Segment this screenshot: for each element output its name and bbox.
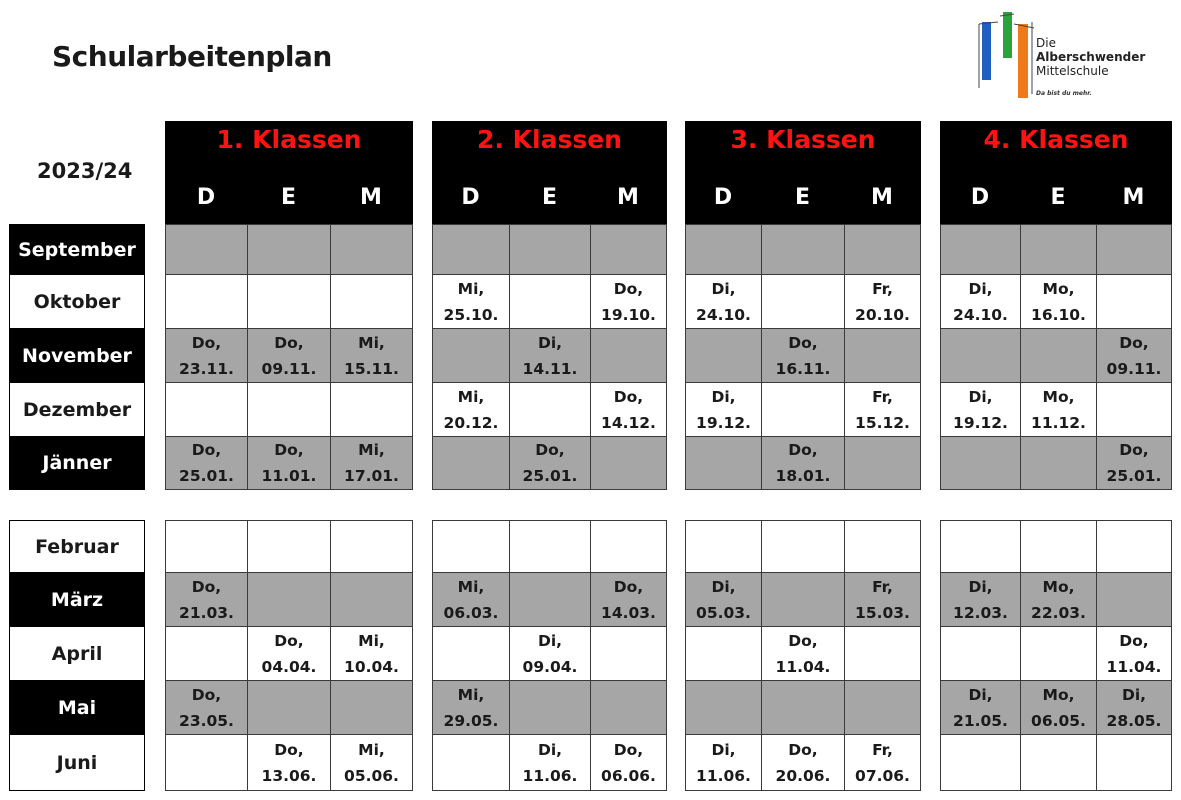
month-label: April <box>9 626 145 681</box>
exam-date-cell <box>590 572 667 627</box>
subject-label: M <box>1122 185 1145 210</box>
exam-date: 11.12. <box>1031 413 1086 432</box>
exam-weekday: Mi, <box>358 631 385 650</box>
exam-weekday: Do, <box>274 631 304 650</box>
subject-label: D <box>196 185 216 210</box>
exam-date-cell <box>165 224 248 275</box>
exam-weekday: Mo, <box>1042 279 1075 298</box>
exam-weekday: Do, <box>1119 441 1149 459</box>
exam-date: 23.05. <box>179 711 234 730</box>
exam-date-cell <box>590 382 667 437</box>
exam-date: 11.04. <box>775 657 831 676</box>
exam-date-cell <box>844 626 921 681</box>
exam-weekday: Mo, <box>1042 685 1075 704</box>
exam-date: 15.12. <box>855 413 910 432</box>
exam-date-cell <box>761 572 845 627</box>
exam-date: 05.03. <box>696 603 751 622</box>
exam-date-cell <box>761 680 845 735</box>
exam-date-cell <box>247 274 331 329</box>
class-header <box>940 121 1172 224</box>
exam-date: 19.10. <box>601 305 656 324</box>
exam-date-cell <box>247 328 331 383</box>
exam-date-cell <box>761 520 845 573</box>
exam-date-cell <box>509 734 591 791</box>
exam-date: 11.06. <box>696 766 751 785</box>
exam-date-cell <box>1020 626 1097 681</box>
exam-date-cell <box>432 382 510 437</box>
exam-date-cell <box>940 224 1021 275</box>
exam-date-cell <box>1096 274 1172 329</box>
exam-date-cell <box>509 224 591 275</box>
exam-weekday: Do, <box>274 441 304 459</box>
exam-date-cell <box>940 382 1021 437</box>
exam-date-cell <box>509 436 591 490</box>
exam-date: 10.04. <box>344 657 399 676</box>
exam-weekday: Do, <box>191 333 222 352</box>
exam-date: 19.12. <box>696 413 751 432</box>
exam-weekday: Do, <box>274 740 304 759</box>
class-header <box>165 121 413 224</box>
exam-date-cell <box>1020 382 1097 437</box>
exam-weekday: Fr, <box>872 740 893 759</box>
exam-date-cell <box>247 382 331 437</box>
exam-weekday: Di, <box>968 387 993 406</box>
exam-date: 20.06. <box>775 766 831 785</box>
exam-date: 11.04. <box>1106 657 1162 676</box>
exam-date-cell <box>844 328 921 383</box>
exam-weekday: Di, <box>711 577 736 596</box>
exam-date-cell <box>685 382 762 437</box>
exam-weekday: Mi, <box>358 333 385 352</box>
exam-weekday: Di, <box>537 740 563 759</box>
exam-date-cell <box>1096 734 1172 791</box>
exam-weekday: Di, <box>711 740 736 759</box>
exam-date-cell <box>509 572 591 627</box>
exam-date-cell <box>940 328 1021 383</box>
class-title: 3. Klassen <box>730 125 876 154</box>
exam-date-cell <box>432 328 510 383</box>
exam-date-cell <box>844 224 921 275</box>
exam-weekday: Di, <box>711 279 736 298</box>
exam-date: 07.06. <box>855 766 910 785</box>
exam-date-cell <box>330 224 413 275</box>
month-label: November <box>9 328 145 383</box>
exam-date-cell <box>940 274 1021 329</box>
exam-date: 14.03. <box>601 603 656 622</box>
exam-date-cell <box>590 436 667 490</box>
exam-date-cell <box>844 382 921 437</box>
exam-date: 23.11. <box>179 359 234 378</box>
exam-date-cell <box>247 734 331 791</box>
exam-date-cell <box>940 572 1021 627</box>
exam-weekday: Di, <box>968 685 993 704</box>
exam-weekday: Do, <box>788 333 818 352</box>
exam-date-cell <box>844 734 921 791</box>
exam-date: 12.03. <box>953 603 1008 622</box>
exam-date-cell <box>940 626 1021 681</box>
exam-weekday: Do, <box>1119 631 1149 650</box>
exam-date-cell <box>685 626 762 681</box>
month-label: Februar <box>9 520 145 573</box>
logo-wordmark <box>1036 36 1145 78</box>
month-label: März <box>9 572 145 627</box>
exam-date-cell <box>247 520 331 573</box>
exam-date: 22.03. <box>1031 603 1086 622</box>
exam-date: 06.06. <box>601 766 656 785</box>
exam-weekday: Fr, <box>872 577 893 596</box>
exam-date-cell <box>590 328 667 383</box>
exam-date: 24.10. <box>953 305 1008 324</box>
exam-date-cell <box>685 572 762 627</box>
exam-date-cell <box>590 626 667 681</box>
exam-weekday: Do, <box>613 740 644 759</box>
exam-weekday: Mi, <box>457 387 485 406</box>
logo-line-1: Die <box>1036 36 1056 50</box>
exam-date-cell <box>165 274 248 329</box>
exam-date-cell <box>330 626 413 681</box>
exam-date-cell <box>330 734 413 791</box>
exam-date: 29.05. <box>443 711 499 730</box>
exam-weekday: Do, <box>191 577 222 596</box>
exam-date: 20.12. <box>443 413 499 432</box>
exam-date: 06.05. <box>1031 711 1086 730</box>
exam-date: 25.10. <box>443 305 499 324</box>
exam-date: 09.11. <box>1106 359 1162 378</box>
exam-date-cell <box>509 626 591 681</box>
exam-date: 14.11. <box>522 359 578 378</box>
exam-date-cell <box>165 328 248 383</box>
exam-date: 04.04. <box>261 657 317 676</box>
exam-date-cell <box>590 274 667 329</box>
exam-date: 06.03. <box>443 603 499 622</box>
exam-date-cell <box>1020 274 1097 329</box>
subject-label: E <box>1050 185 1066 210</box>
exam-date-cell <box>761 382 845 437</box>
exam-date-cell <box>509 274 591 329</box>
exam-date: 24.10. <box>696 305 751 324</box>
exam-date-cell <box>247 572 331 627</box>
exam-weekday: Do, <box>613 387 644 406</box>
exam-weekday: Mi, <box>457 279 485 298</box>
exam-weekday: Mi, <box>457 577 485 596</box>
exam-date-cell <box>1020 436 1097 490</box>
exam-date-cell <box>1096 436 1172 490</box>
exam-date-cell <box>330 274 413 329</box>
exam-date-cell <box>940 734 1021 791</box>
exam-date: 20.10. <box>855 305 910 324</box>
exam-date-cell <box>590 680 667 735</box>
exam-date-cell <box>844 436 921 490</box>
exam-date-cell <box>1020 572 1097 627</box>
exam-weekday: Mi, <box>457 685 485 704</box>
exam-date-cell <box>940 436 1021 490</box>
class-title: 2. Klassen <box>477 125 622 154</box>
exam-weekday: Mi, <box>358 740 385 759</box>
exam-weekday: Do, <box>1119 333 1149 352</box>
exam-date-cell <box>247 436 331 490</box>
exam-date: 09.11. <box>261 359 317 378</box>
exam-date-cell <box>685 224 762 275</box>
subject-label: E <box>794 185 811 210</box>
exam-date-cell <box>685 274 762 329</box>
exam-date-cell <box>761 274 845 329</box>
month-label: Jänner <box>9 436 145 490</box>
exam-weekday: Do, <box>788 631 818 650</box>
exam-date-cell <box>761 626 845 681</box>
exam-weekday: Do, <box>274 333 304 352</box>
exam-date-cell <box>165 520 248 573</box>
exam-date-cell <box>844 680 921 735</box>
exam-date: 25.01. <box>522 467 578 485</box>
exam-weekday: Di, <box>711 387 736 406</box>
exam-date: 21.03. <box>179 603 234 622</box>
exam-date-cell <box>685 328 762 383</box>
month-label: Oktober <box>9 274 145 329</box>
page-title: Schularbeitenplan <box>52 40 332 73</box>
exam-weekday: Mo, <box>1042 387 1075 406</box>
exam-date: 09.04. <box>522 657 578 676</box>
exam-date-cell <box>1020 520 1097 573</box>
exam-date-cell <box>1020 328 1097 383</box>
subject-label: M <box>871 185 893 210</box>
exam-date-cell <box>509 328 591 383</box>
exam-date-cell <box>1096 382 1172 437</box>
class-title: 1. Klassen <box>216 125 362 154</box>
exam-date-cell <box>330 520 413 573</box>
exam-date-cell <box>685 680 762 735</box>
exam-date-cell <box>590 520 667 573</box>
exam-date-cell <box>1020 224 1097 275</box>
exam-date: 16.11. <box>775 359 831 378</box>
exam-date-cell <box>940 520 1021 573</box>
exam-date-cell <box>1020 680 1097 735</box>
exam-date-cell <box>509 382 591 437</box>
exam-date-cell <box>685 520 762 573</box>
exam-date-cell <box>1096 520 1172 573</box>
exam-date-cell <box>165 734 248 791</box>
exam-date-cell <box>330 572 413 627</box>
exam-date-cell <box>165 572 248 627</box>
month-label: Dezember <box>9 382 145 437</box>
exam-date: 17.01. <box>344 467 399 485</box>
exam-date-cell <box>590 224 667 275</box>
exam-date-cell <box>432 436 510 490</box>
logo-line-2: Alberschwender <box>1036 50 1146 64</box>
exam-date-cell <box>685 436 762 490</box>
exam-date-cell <box>761 436 845 490</box>
exam-date-cell <box>761 328 845 383</box>
exam-date-cell <box>509 680 591 735</box>
exam-weekday: Do, <box>613 279 644 298</box>
class-title: 4. Klassen <box>983 125 1129 154</box>
class-header <box>432 121 667 224</box>
exam-date: 18.01. <box>775 467 831 485</box>
exam-weekday: Do, <box>191 685 222 704</box>
exam-date-cell <box>432 520 510 573</box>
exam-weekday: Di, <box>968 279 993 298</box>
exam-date-cell <box>590 734 667 791</box>
exam-weekday: Do, <box>788 740 818 759</box>
exam-date: 11.01. <box>261 467 317 485</box>
month-label: September <box>9 224 145 275</box>
exam-date-cell <box>432 224 510 275</box>
exam-date-cell <box>1096 224 1172 275</box>
exam-date: 25.01. <box>1106 467 1162 485</box>
exam-date-cell <box>1020 734 1097 791</box>
exam-date: 21.05. <box>953 711 1008 730</box>
exam-date: 14.12. <box>601 413 656 432</box>
exam-date-cell <box>1096 328 1172 383</box>
exam-weekday: Mo, <box>1042 577 1075 596</box>
subject-label: E <box>280 185 297 210</box>
exam-weekday: Mi, <box>358 441 385 459</box>
exam-weekday: Di, <box>968 577 993 596</box>
exam-date-cell <box>940 680 1021 735</box>
exam-date: 15.03. <box>855 603 910 622</box>
class-header <box>685 121 921 224</box>
exam-date: 25.01. <box>179 467 234 485</box>
exam-date-cell <box>432 572 510 627</box>
month-label: Juni <box>9 734 145 791</box>
exam-date-cell <box>844 274 921 329</box>
logo-line-3: Mittelschule <box>1036 64 1109 78</box>
month-label: Mai <box>9 680 145 735</box>
exam-date-cell <box>432 680 510 735</box>
subject-label: M <box>617 185 639 210</box>
exam-weekday: Do, <box>613 577 644 596</box>
exam-date-cell <box>761 224 845 275</box>
exam-date-cell <box>432 734 510 791</box>
exam-date: 19.12. <box>953 413 1008 432</box>
exam-weekday: Do, <box>535 441 565 459</box>
exam-date: 16.10. <box>1031 305 1086 324</box>
exam-weekday: Do, <box>191 441 222 459</box>
exam-date: 13.06. <box>261 766 317 785</box>
exam-date: 28.05. <box>1106 711 1162 730</box>
exam-date-cell <box>247 626 331 681</box>
exam-weekday: Di, <box>1121 685 1147 704</box>
subject-label: M <box>360 185 382 210</box>
exam-date-cell <box>165 626 248 681</box>
exam-date-cell <box>247 680 331 735</box>
exam-date-cell <box>1096 572 1172 627</box>
exam-date-cell <box>1096 626 1172 681</box>
exam-date-cell <box>247 224 331 275</box>
exam-date-cell <box>165 436 248 490</box>
school-year-label: 2023/24 <box>37 159 133 183</box>
exam-date-cell <box>844 572 921 627</box>
exam-date-cell <box>330 328 413 383</box>
exam-date-cell <box>761 734 845 791</box>
exam-date: 05.06. <box>344 766 399 785</box>
exam-date: 11.06. <box>522 766 578 785</box>
subject-label: D <box>461 185 480 210</box>
exam-date-cell <box>330 680 413 735</box>
exam-weekday: Fr, <box>872 387 893 406</box>
exam-date-cell <box>330 382 413 437</box>
logo-tagline: Da bist du mehr. <box>1036 90 1092 97</box>
subject-label: D <box>970 185 990 210</box>
exam-date-cell <box>432 626 510 681</box>
exam-weekday: Do, <box>788 441 818 459</box>
exam-date-cell <box>509 520 591 573</box>
exam-weekday: Di, <box>537 631 563 650</box>
exam-weekday: Fr, <box>872 279 893 298</box>
exam-date-cell <box>165 382 248 437</box>
exam-date-cell <box>330 436 413 490</box>
exam-date-cell <box>432 274 510 329</box>
school-logo-icon <box>976 8 1038 100</box>
exam-date-cell <box>1096 680 1172 735</box>
exam-date-cell <box>685 734 762 791</box>
exam-date-cell <box>844 520 921 573</box>
subject-label: E <box>541 185 558 210</box>
subject-label: D <box>713 185 733 210</box>
exam-date-cell <box>165 680 248 735</box>
exam-weekday: Di, <box>537 333 563 352</box>
exam-date: 15.11. <box>344 359 399 378</box>
